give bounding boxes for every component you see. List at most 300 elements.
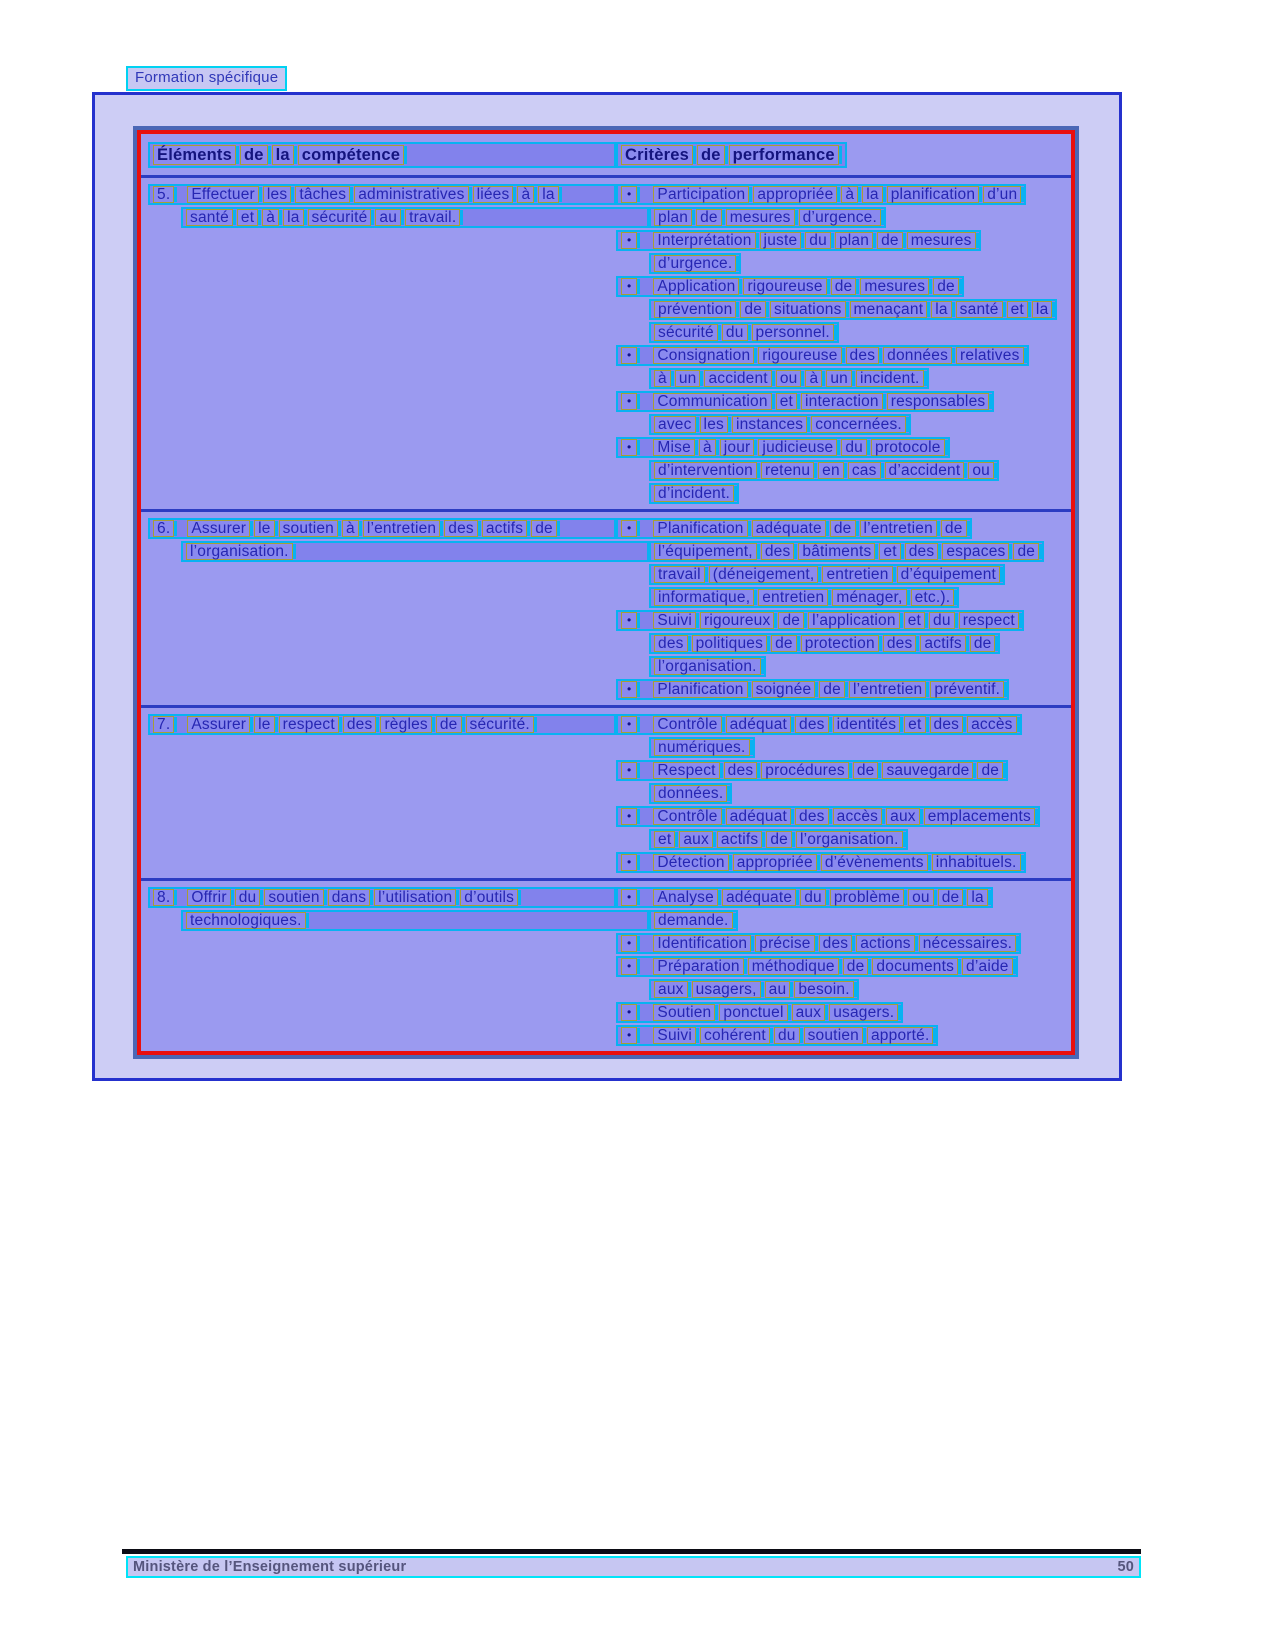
table-row — [141, 705, 1071, 878]
footer-rule — [122, 1549, 1141, 1554]
ocr-word: le — [254, 520, 274, 537]
ocr-word: juste — [760, 232, 802, 249]
ocr-word: compétence — [298, 145, 404, 165]
ocr-word: technologiques. — [186, 912, 306, 929]
ocr-word: des — [343, 716, 377, 733]
bullet-icon: • — [621, 854, 637, 871]
ocr-word: Assurer — [187, 716, 250, 733]
ocr-word: cohérent — [700, 1027, 770, 1044]
ocr-line — [649, 783, 732, 804]
ocr-word: à — [517, 186, 534, 203]
bullet-icon: • — [621, 612, 637, 629]
ocr-word: liées — [473, 186, 514, 203]
ocr-word: de — [831, 278, 857, 295]
ocr-word: travail — [654, 566, 705, 583]
ocr-line — [148, 184, 616, 205]
ocr-word: des — [846, 347, 880, 364]
ocr-word: protocole — [871, 439, 945, 456]
ocr-word: usagers. — [829, 1004, 898, 1021]
ocr-word: politiques — [692, 635, 768, 652]
ocr-word: Identification — [653, 935, 751, 952]
ocr-word: à — [841, 186, 858, 203]
ocr-line — [649, 587, 959, 608]
ocr-word: appropriée — [733, 854, 817, 871]
page-header-label: Formation spécifique — [126, 66, 287, 91]
ocr-line — [649, 910, 738, 931]
ocr-word: de — [778, 612, 804, 629]
ocr-word: identités — [833, 716, 901, 733]
ocr-word: procédures — [761, 762, 849, 779]
ocr-line — [181, 207, 649, 228]
ocr-word: et — [904, 716, 925, 733]
ocr-line — [616, 887, 993, 908]
ocr-word: du — [841, 439, 867, 456]
footer — [126, 1556, 1141, 1578]
ocr-word: à — [342, 520, 359, 537]
ocr-word: d’outils — [460, 889, 518, 906]
ocr-word: mesures — [726, 209, 795, 226]
ocr-word: l’équipement, — [654, 543, 757, 560]
ocr-word: de — [843, 958, 869, 975]
ocr-word: personnel. — [752, 324, 834, 341]
ocr-line — [616, 276, 964, 297]
ocr-word: plan — [835, 232, 873, 249]
bullet-icon: • — [621, 1027, 637, 1044]
ocr-word: tâches — [295, 186, 350, 203]
bullet-icon: • — [621, 347, 637, 364]
bullet-icon: • — [621, 716, 637, 733]
bullet-icon: • — [621, 232, 637, 249]
bullet-icon: • — [621, 958, 637, 975]
ocr-word: la — [272, 145, 294, 165]
ocr-word: accident — [704, 370, 771, 387]
ocr-word: de — [1013, 543, 1039, 560]
ocr-word: aux — [679, 831, 713, 848]
ocr-word: le — [254, 716, 274, 733]
ocr-word: actions — [856, 935, 915, 952]
ocr-word: la — [931, 301, 951, 318]
ocr-word: soignée — [752, 681, 816, 698]
ocr-word: judicieuse — [758, 439, 837, 456]
ocr-word: au — [375, 209, 401, 226]
row-number: 5. — [153, 186, 174, 203]
ocr-word: de — [531, 520, 557, 537]
ocr-word: des — [905, 543, 939, 560]
ocr-line — [616, 610, 1024, 631]
ocr-word: soutien — [279, 520, 338, 537]
ocr-word: respect — [279, 716, 339, 733]
ocr-word: besoin. — [794, 981, 853, 998]
ocr-word: problème — [830, 889, 904, 906]
ocr-word: appropriée — [753, 186, 837, 203]
ocr-word: Contrôle — [653, 808, 721, 825]
ocr-word: du — [235, 889, 261, 906]
ocr-word: interaction — [801, 393, 883, 410]
ocr-word: règles — [380, 716, 431, 733]
bullet-icon: • — [621, 439, 637, 456]
ocr-line — [649, 979, 859, 1000]
ocr-word: dans — [328, 889, 370, 906]
ocr-word: des — [930, 716, 964, 733]
ocr-line — [616, 230, 981, 251]
header-elements-cell — [148, 142, 616, 170]
ocr-word: Planification — [653, 681, 747, 698]
ocr-word: numériques. — [654, 739, 750, 756]
ocr-word: adéquate — [752, 520, 826, 537]
ocr-word: sécurité — [308, 209, 372, 226]
ocr-line — [649, 656, 766, 677]
ocr-word: respect — [959, 612, 1019, 629]
ocr-word: des — [444, 520, 478, 537]
ocr-word: administratives — [354, 186, 468, 203]
ocr-line — [616, 184, 1026, 205]
bullet-icon: • — [621, 762, 637, 779]
ocr-word: d’urgence. — [799, 209, 881, 226]
ocr-line — [181, 910, 649, 931]
ocr-word: aux — [886, 808, 920, 825]
competence-table — [133, 126, 1079, 1059]
ocr-word: jour — [720, 439, 755, 456]
ocr-word: Contrôle — [653, 716, 721, 733]
ocr-word: Préparation — [653, 958, 743, 975]
ocr-line — [649, 368, 929, 389]
ocr-line — [649, 414, 911, 435]
ocr-line — [649, 299, 1057, 320]
table-row — [141, 509, 1071, 705]
bullet-icon: • — [621, 681, 637, 698]
ocr-line — [148, 714, 616, 735]
ocr-word: menaçant — [850, 301, 928, 318]
ocr-word: actifs — [920, 635, 965, 652]
criteria-cell — [616, 184, 1065, 506]
ocr-word: inhabituels. — [932, 854, 1021, 871]
bullet-icon: • — [621, 1004, 637, 1021]
ocr-word: accès — [967, 716, 1017, 733]
ocr-word: demande. — [654, 912, 733, 929]
ocr-word: actifs — [482, 520, 527, 537]
ocr-word: usagers, — [692, 981, 761, 998]
ocr-word: et — [1007, 301, 1028, 318]
ocr-word: concernées. — [811, 416, 906, 433]
ocr-line — [616, 1025, 938, 1046]
ocr-line — [616, 933, 1021, 954]
ocr-word: d’urgence. — [654, 255, 736, 272]
row-number: 7. — [153, 716, 174, 733]
ocr-word: et — [904, 612, 925, 629]
ocr-line — [649, 483, 739, 504]
ocr-word: d’équipement — [897, 566, 1000, 583]
ocr-word: du — [800, 889, 826, 906]
ocr-word: de — [830, 520, 856, 537]
row-number: 8. — [153, 889, 174, 906]
ocr-word: l’entretien — [849, 681, 926, 698]
ocr-line — [649, 564, 1005, 585]
table-row — [141, 878, 1071, 1051]
ocr-word: ou — [908, 889, 934, 906]
ocr-word: Interprétation — [653, 232, 755, 249]
ocr-word: Communication — [653, 393, 771, 410]
ocr-word: des — [654, 635, 688, 652]
ocr-word: données. — [654, 785, 727, 802]
ocr-word: des — [761, 543, 795, 560]
ocr-word: de — [938, 889, 964, 906]
bullet-icon: • — [621, 278, 637, 295]
ocr-word: l’utilisation — [374, 889, 456, 906]
ocr-word: planification — [887, 186, 979, 203]
criteria-cell — [616, 887, 1065, 1048]
ocr-word: de — [977, 762, 1003, 779]
ocr-word: bâtiments — [798, 543, 875, 560]
ocr-word: de — [771, 635, 797, 652]
bullet-icon: • — [621, 186, 637, 203]
bullet-icon: • — [621, 520, 637, 537]
ocr-line — [616, 714, 1022, 735]
ocr-word: adéquat — [726, 716, 791, 733]
ocr-word: Éléments — [153, 145, 236, 165]
bullet-icon: • — [621, 808, 637, 825]
ocr-word: des — [795, 808, 829, 825]
element-cell — [148, 887, 616, 1048]
ocr-word: (déneigement, — [709, 566, 819, 583]
ocr-word: à — [699, 439, 716, 456]
element-cell — [148, 518, 616, 702]
ocr-line — [616, 391, 994, 412]
ocr-line — [148, 518, 616, 539]
ocr-line — [649, 829, 908, 850]
ocr-word: relatives — [956, 347, 1024, 364]
ocr-word: Participation — [653, 186, 749, 203]
footer-text: Ministère de l’Enseignement supérieur — [133, 1559, 407, 1575]
ocr-word: soutien — [264, 889, 323, 906]
criteria-cell — [616, 714, 1065, 875]
ocr-line — [649, 322, 839, 343]
ocr-word: des — [883, 635, 917, 652]
ocr-word: etc.). — [911, 589, 955, 606]
ocr-line — [616, 679, 1009, 700]
ocr-word: et — [879, 543, 900, 560]
ocr-word: protection — [801, 635, 879, 652]
ocr-word: Suivi — [653, 612, 696, 629]
ocr-word: l’organisation. — [186, 543, 293, 560]
ocr-word: un — [826, 370, 852, 387]
ocr-line — [616, 1002, 903, 1023]
ocr-word: préventif. — [930, 681, 1004, 698]
ocr-word: de — [819, 681, 845, 698]
ocr-word: précise — [755, 935, 814, 952]
ocr-word: performance — [729, 145, 839, 165]
ocr-word: et — [776, 393, 797, 410]
ocr-word: Critères — [621, 145, 693, 165]
ocr-word: rigoureuse — [758, 347, 841, 364]
bullet-icon: • — [621, 935, 637, 952]
ocr-word: de — [933, 278, 959, 295]
ocr-word: des — [819, 935, 853, 952]
table-header-row — [141, 134, 1071, 178]
ocr-word: l’application — [808, 612, 900, 629]
ocr-line — [616, 806, 1040, 827]
ocr-word: ponctuel — [719, 1004, 787, 1021]
row-number: 6. — [153, 520, 174, 537]
ocr-word: santé — [186, 209, 233, 226]
ocr-line — [616, 518, 972, 539]
element-cell — [148, 714, 616, 875]
ocr-word: cas — [848, 462, 881, 479]
ocr-word: Soutien — [653, 1004, 715, 1021]
ocr-word: d’un — [983, 186, 1021, 203]
ocr-word: avec — [654, 416, 696, 433]
ocr-word: ou — [776, 370, 802, 387]
ocr-word: d’incident. — [654, 485, 734, 502]
ocr-word: Offrir — [187, 889, 230, 906]
ocr-word: responsables — [887, 393, 990, 410]
ocr-word: de — [240, 145, 268, 165]
ocr-word: Effectuer — [187, 186, 259, 203]
ocr-word: Détection — [653, 854, 728, 871]
ocr-word: de — [697, 145, 725, 165]
ocr-line — [649, 207, 886, 228]
ocr-line — [649, 460, 999, 481]
ocr-word: Suivi — [653, 1027, 696, 1044]
ocr-word: plan — [654, 209, 692, 226]
ocr-line — [649, 253, 741, 274]
ocr-word: d’intervention — [654, 462, 757, 479]
ocr-word: de — [877, 232, 903, 249]
ocr-word: de — [696, 209, 722, 226]
ocr-word: Analyse — [653, 889, 718, 906]
ocr-word: données — [883, 347, 952, 364]
ocr-word: du — [805, 232, 831, 249]
ocr-word: adéquat — [726, 808, 791, 825]
ocr-word: en — [818, 462, 844, 479]
ocr-word: la — [538, 186, 558, 203]
ocr-word: entretien — [758, 589, 828, 606]
ocr-word: la — [967, 889, 987, 906]
ocr-word: à — [262, 209, 279, 226]
ocr-word: la — [1032, 301, 1052, 318]
ocr-word: sécurité. — [466, 716, 534, 733]
ocr-line — [148, 142, 616, 168]
ocr-line — [181, 541, 649, 562]
ocr-word: du — [929, 612, 955, 629]
ocr-word: prévention — [654, 301, 736, 318]
ocr-word: situations — [770, 301, 845, 318]
ocr-word: documents — [872, 958, 958, 975]
criteria-cell — [616, 518, 1065, 702]
ocr-word: des — [795, 716, 829, 733]
element-cell — [148, 184, 616, 506]
ocr-word: et — [237, 209, 258, 226]
ocr-word: à — [654, 370, 671, 387]
ocr-word: sécurité — [654, 324, 718, 341]
ocr-word: de — [853, 762, 879, 779]
ocr-word: d’évènements — [821, 854, 928, 871]
ocr-line — [616, 956, 1018, 977]
ocr-word: rigoureux — [700, 612, 774, 629]
ocr-word: l’entretien — [363, 520, 440, 537]
ocr-word: la — [283, 209, 303, 226]
ocr-word: de — [766, 831, 792, 848]
ocr-word: actifs — [717, 831, 762, 848]
ocr-word: entretien — [822, 566, 892, 583]
ocr-word: l’organisation. — [654, 658, 761, 675]
ocr-word: les — [263, 186, 291, 203]
ocr-line — [616, 345, 1029, 366]
ocr-word: méthodique — [748, 958, 839, 975]
ocr-word: espaces — [942, 543, 1009, 560]
ocr-word: la — [862, 186, 882, 203]
ocr-word: mesures — [860, 278, 929, 295]
document-panel — [92, 92, 1122, 1081]
table-inner — [137, 130, 1075, 1055]
ocr-word: sauvegarde — [882, 762, 973, 779]
ocr-word: de — [970, 635, 996, 652]
ocr-word: aux — [792, 1004, 826, 1021]
ocr-word: travail. — [405, 209, 460, 226]
ocr-word: de — [941, 520, 967, 537]
ocr-word: apporté. — [867, 1027, 933, 1044]
footer-page-number: 50 — [1117, 1559, 1134, 1575]
ocr-word: accès — [833, 808, 883, 825]
ocr-word: instances — [732, 416, 807, 433]
ocr-word: Planification — [653, 520, 747, 537]
ocr-word: du — [722, 324, 748, 341]
ocr-word: un — [675, 370, 701, 387]
ocr-word: l’entretien — [860, 520, 937, 537]
ocr-word: ménager, — [832, 589, 906, 606]
ocr-line — [649, 541, 1044, 562]
ocr-word: à — [805, 370, 822, 387]
ocr-line — [616, 760, 1008, 781]
ocr-line — [616, 437, 950, 458]
ocr-word: l’organisation. — [796, 831, 903, 848]
header-criteria-cell — [616, 142, 1065, 170]
bullet-icon: • — [621, 889, 637, 906]
ocr-word: Consignation — [653, 347, 754, 364]
ocr-line — [148, 887, 616, 908]
ocr-word: adéquate — [722, 889, 796, 906]
table-row — [141, 178, 1071, 509]
ocr-line — [649, 633, 1000, 654]
ocr-word: retenu — [761, 462, 814, 479]
ocr-word: et — [654, 831, 675, 848]
ocr-word: les — [700, 416, 728, 433]
ocr-word: rigoureuse — [743, 278, 826, 295]
ocr-word: du — [774, 1027, 800, 1044]
ocr-line — [649, 737, 755, 758]
ocr-word: ou — [968, 462, 994, 479]
ocr-word: Assurer — [187, 520, 250, 537]
ocr-word: d’aide — [962, 958, 1013, 975]
ocr-line — [616, 142, 847, 168]
bullet-icon: • — [621, 393, 637, 410]
ocr-word: mesures — [907, 232, 976, 249]
ocr-word: nécessaires. — [919, 935, 1016, 952]
table-rows — [141, 178, 1071, 1051]
ocr-word: Respect — [653, 762, 719, 779]
ocr-word: incident. — [856, 370, 924, 387]
ocr-line — [616, 852, 1026, 873]
ocr-word: d’accident — [885, 462, 965, 479]
ocr-word: des — [724, 762, 758, 779]
ocr-word: de — [740, 301, 766, 318]
ocr-word: santé — [956, 301, 1003, 318]
ocr-word: soutien — [804, 1027, 863, 1044]
ocr-word: aux — [654, 981, 688, 998]
ocr-word: informatique, — [654, 589, 754, 606]
ocr-word: Mise — [653, 439, 695, 456]
ocr-word: Application — [653, 278, 739, 295]
ocr-word: emplacements — [924, 808, 1035, 825]
